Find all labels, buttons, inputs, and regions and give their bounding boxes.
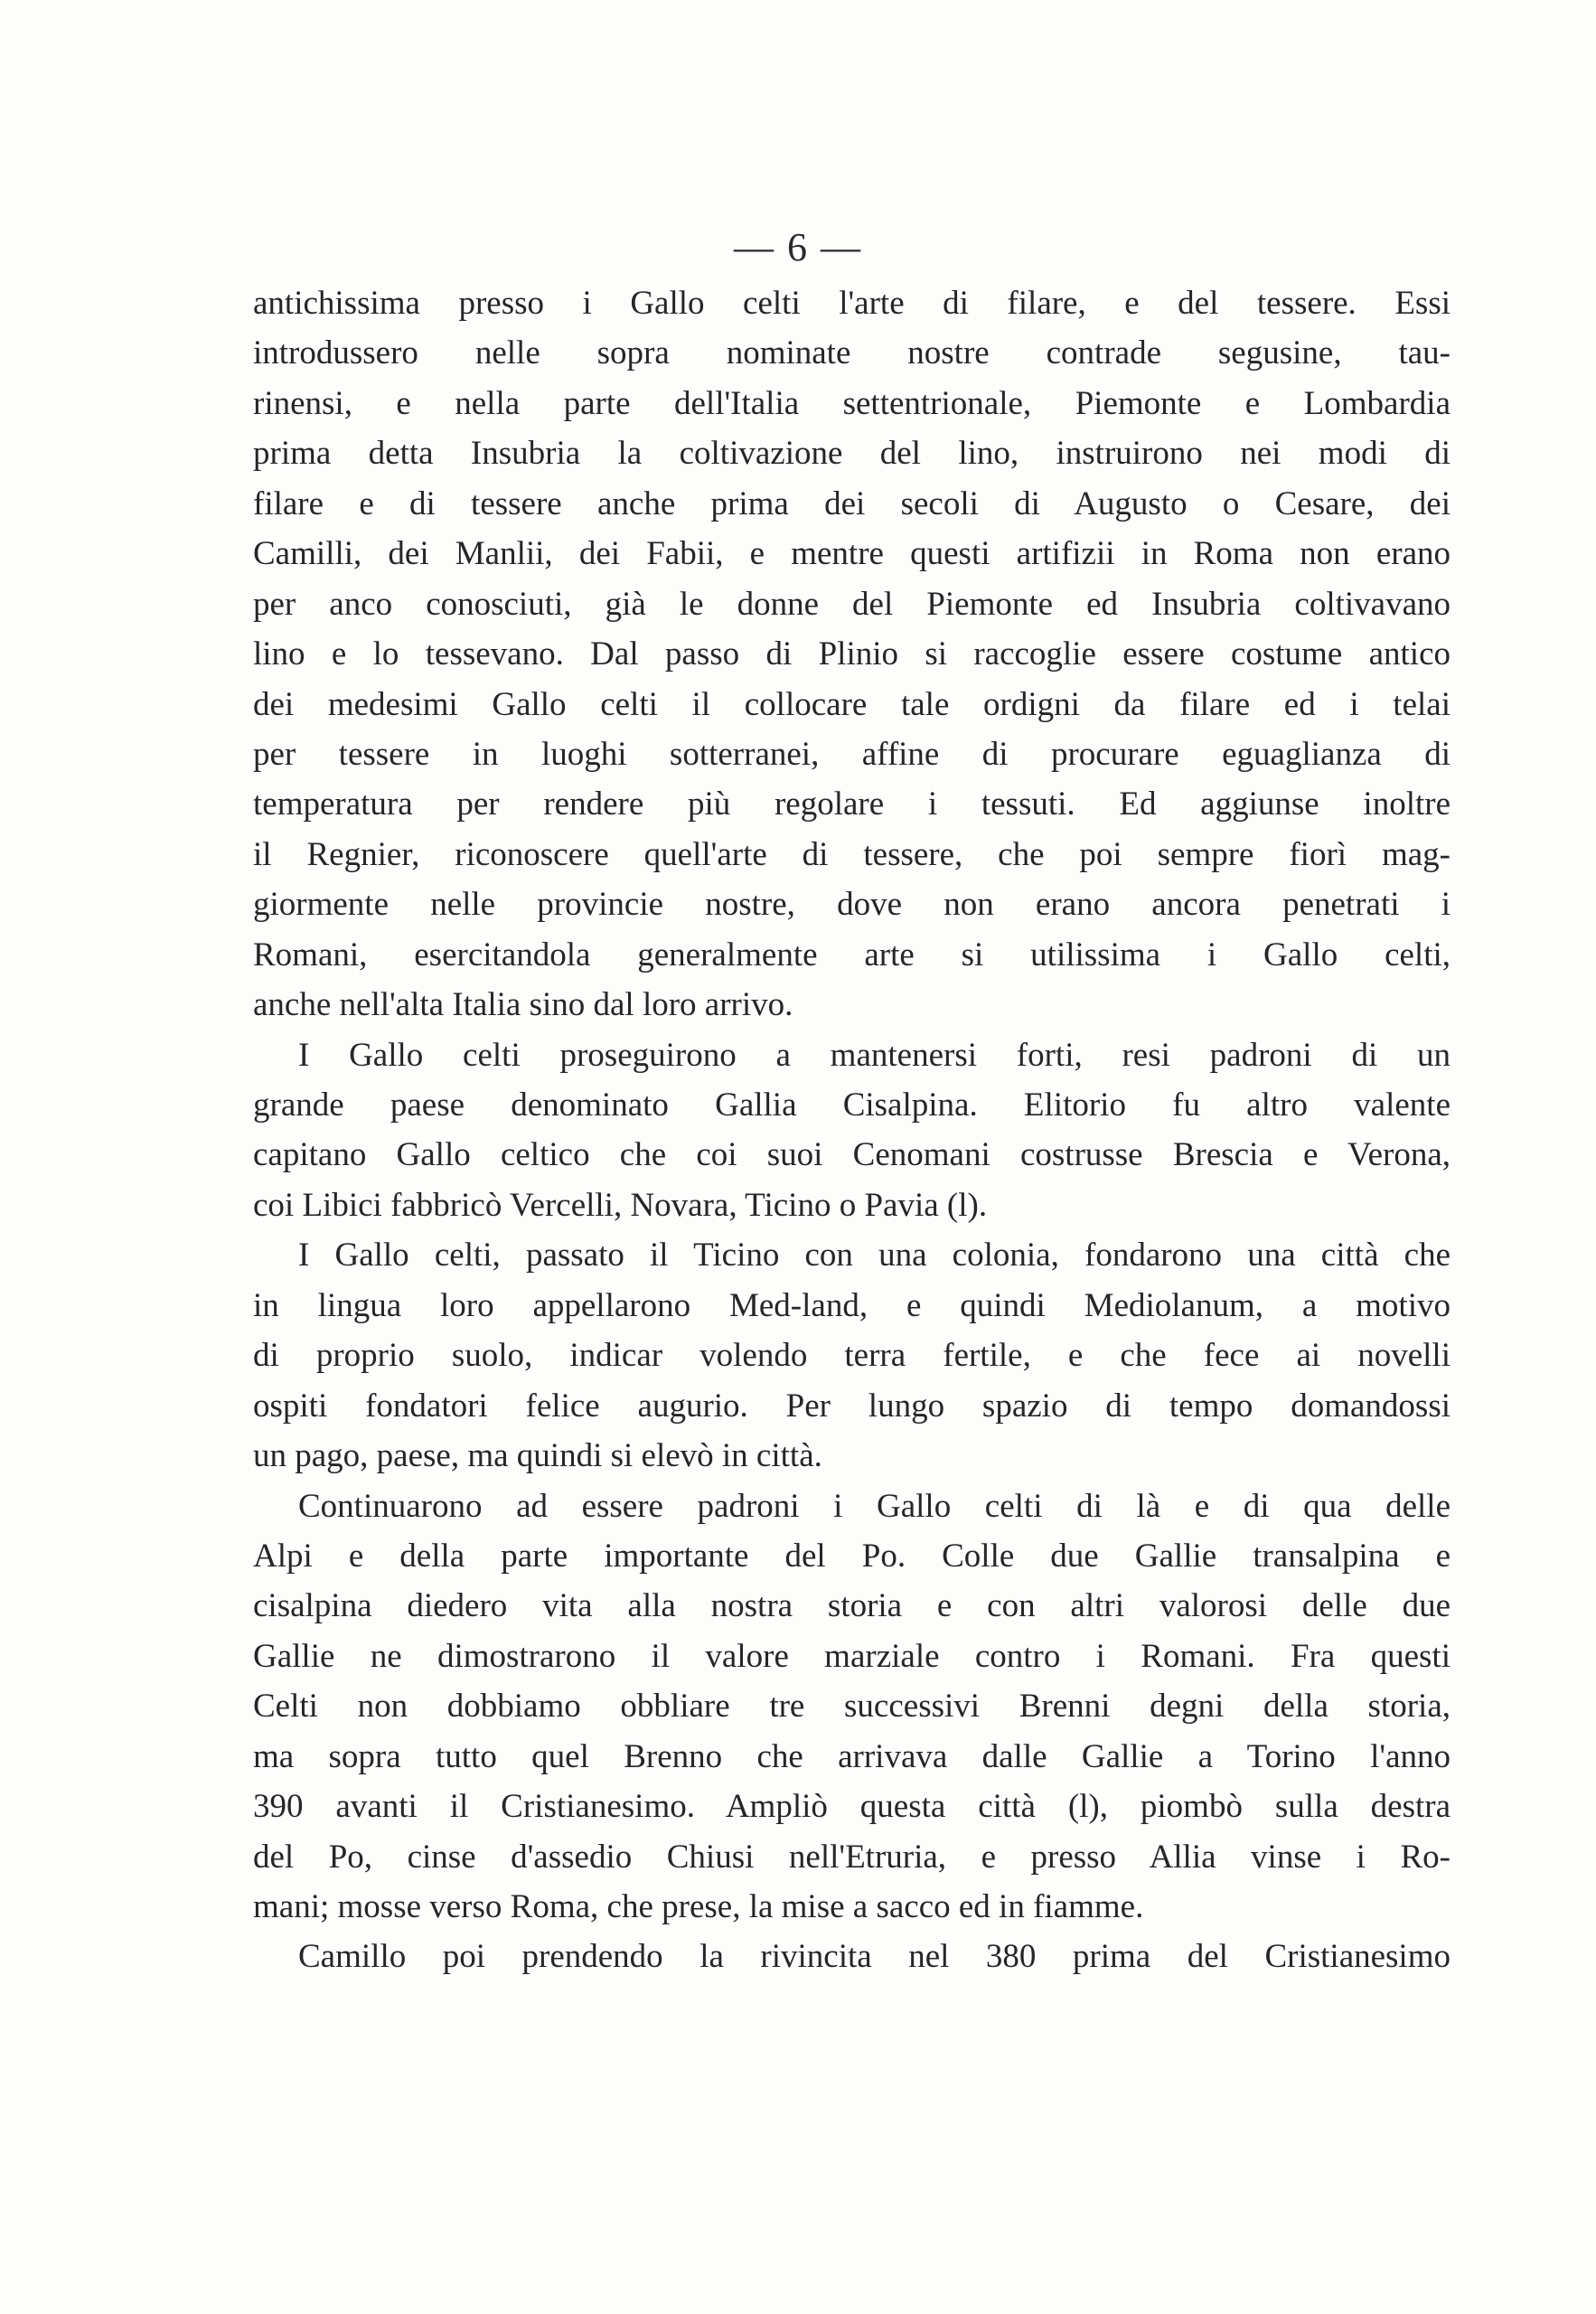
text-line: antichissima presso i Gallo celti l'arte di filare, e del tessere. Essi bbox=[253, 285, 1450, 322]
text-line: Camillo poi prendendo la rivincita nel 380 prima del Cristianesimo bbox=[298, 1938, 1450, 1976]
text-line: Alpi e della parte importante del Po. Colle due Gallie transalpina e bbox=[253, 1537, 1450, 1575]
body-text bbox=[253, 278, 1450, 1982]
text-line: introdussero nelle sopra nominate nostre contrade segusine, tau- bbox=[253, 334, 1450, 372]
text-line: I Gallo celti proseguirono a mantenersi forti, resi padroni di un bbox=[298, 1036, 1450, 1074]
text-line: capitano Gallo celtico che coi suoi Cenomani costrusse Brescia e Verona, bbox=[253, 1136, 1450, 1174]
text-line: per tessere in luoghi sotterranei, affine di procurare eguaglianza di bbox=[253, 735, 1450, 773]
text-line: Camilli, dei Manlii, dei Fabii, e mentre questi artifizii in Roma non erano bbox=[253, 535, 1450, 573]
text-line: ospiti fondatori felice augurio. Per lungo spazio di tempo domandossi bbox=[253, 1387, 1450, 1425]
text-line: lino e lo tessevano. Dal passo di Plinio si raccoglie essere costume antico bbox=[253, 635, 1450, 673]
text-line: mani; mosse verso Roma, che prese, la mise a sacco ed in fiamme. bbox=[253, 1888, 1144, 1925]
text-line: di proprio suolo, indicar volendo terra fertile, e che fece ai novelli bbox=[253, 1337, 1450, 1375]
text-line: del Po, cinse d'assedio Chiusi nell'Etruria, e presso Allia vinse i Ro- bbox=[253, 1838, 1450, 1876]
text-line: giormente nelle provincie nostre, dove non erano ancora penetrati i bbox=[253, 886, 1450, 924]
text-line: cisalpina diedero vita alla nostra storia e con altri valorosi delle due bbox=[253, 1587, 1450, 1625]
text-line: dei medesimi Gallo celti il collocare tale ordigni da filare ed i telai bbox=[253, 685, 1450, 723]
text-line: grande paese denominato Gallia Cisalpina. Elitorio fu altro valente bbox=[253, 1086, 1450, 1124]
page-number: — 6 — bbox=[734, 225, 862, 269]
text-line: anche nell'alta Italia sino dal loro arrivo. bbox=[253, 986, 793, 1024]
text-line: Celti non dobbiamo obbliare tre successivi Brenni degni della storia, bbox=[253, 1688, 1450, 1726]
text-line: il Regnier, riconoscere quell'arte di tessere, che poi sempre fiorì mag- bbox=[253, 835, 1450, 873]
text-line: temperatura per rendere più regolare i tessuti. Ed aggiunse inoltre bbox=[253, 785, 1450, 823]
text-line: per anco conosciuti, già le donne del Piemonte ed Insubria coltivavano bbox=[253, 585, 1450, 623]
text-line: prima detta Insubria la coltivazione del lino, instruirono nei modi di bbox=[253, 435, 1450, 473]
text-line: ma sopra tutto quel Brenno che arrivava dalle Gallie a Torino l'anno bbox=[253, 1737, 1450, 1775]
text-line: coi Libici fabbricò Vercelli, Novara, Ticino o Pavia (l). bbox=[253, 1186, 988, 1224]
text-line: I Gallo celti, passato il Ticino con una colonia, fondarono una città che bbox=[298, 1237, 1450, 1275]
text-line: filare e di tessere anche prima dei secoli di Augusto o Cesare, dei bbox=[253, 484, 1450, 522]
text-line: Continuarono ad essere padroni i Gallo celti di là e di qua delle bbox=[298, 1487, 1450, 1525]
text-line: Romani, esercitandola generalmente arte si utilissima i Gallo celti, bbox=[253, 936, 1450, 974]
text-line: Gallie ne dimostrarono il valore marziale contro i Romani. Fra questi bbox=[253, 1637, 1450, 1675]
text-line: un pago, paese, ma quindi si elevò in città. bbox=[253, 1437, 822, 1475]
text-line: 390 avanti il Cristianesimo. Ampliò questa città (l), piombò sulla destra bbox=[253, 1788, 1450, 1826]
text-line: in lingua loro appellarono Med-land, e quindi Mediolanum, a motivo bbox=[253, 1286, 1450, 1324]
text-line: rinensi, e nella parte dell'Italia settentrionale, Piemonte e Lombardia bbox=[253, 384, 1450, 422]
